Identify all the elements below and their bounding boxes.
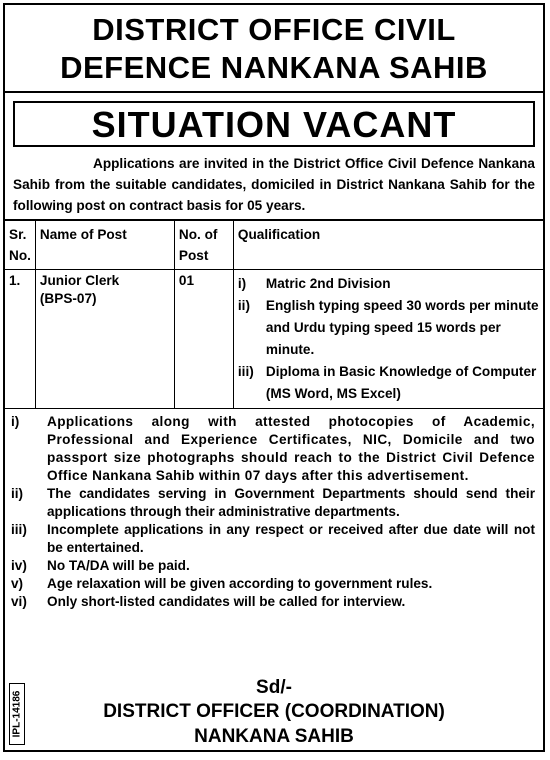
intro-paragraph	[5, 147, 543, 216]
note-num: i)	[11, 414, 20, 429]
row-post	[35, 270, 174, 409]
note-item	[11, 575, 535, 593]
signature-sd: Sd/-	[256, 677, 292, 698]
note-text: Only short-listed candidates will be called for interview.	[47, 594, 406, 609]
post-grade: (BPS-07)	[39, 291, 97, 306]
row-number: 01	[174, 270, 233, 409]
note-text: The candidates serving in Government Departments should send their applications through their administrative departments.	[47, 486, 535, 519]
qualification-item	[238, 361, 539, 405]
qualification-num: i)	[237, 276, 247, 291]
header-qualification: Qualification	[233, 220, 543, 270]
header-line-2: DEFENCE NANKANA SAHIB	[60, 50, 488, 85]
row-sr: 1.	[5, 270, 35, 409]
header-num-line2: Post	[178, 248, 209, 263]
ipl-code: IPL-14186	[11, 690, 23, 738]
intro-text: Applications are invited in the District Office Civil Defence Nankana Sahib from the suitable candidates, domiciled in District Nankana Sahib for the following post on contract basis for 05 years.	[13, 156, 535, 213]
advertisement	[3, 3, 545, 752]
situation-vacant-banner: SITUATION VACANT	[13, 101, 535, 147]
note-item	[11, 485, 535, 521]
note-num: ii)	[11, 486, 24, 501]
qualification-text: Matric 2nd Division	[265, 276, 391, 291]
qualification-text: English typing speed 30 words per minute and Urdu typing speed 15 words per minute.	[265, 298, 539, 357]
qualification-item	[238, 295, 539, 361]
header-sr-line2: No.	[9, 248, 31, 263]
note-item	[11, 413, 535, 485]
note-num: iii)	[11, 522, 27, 537]
note-item	[11, 557, 535, 575]
note-text: Age relaxation will be given according to government rules.	[47, 576, 433, 591]
post-name: Junior Clerk	[39, 273, 120, 288]
header-sr	[5, 220, 35, 270]
signature-title: DISTRICT OFFICER (COORDINATION)	[103, 701, 445, 722]
note-item	[11, 521, 535, 557]
row-qualifications	[233, 270, 543, 409]
posts-table	[5, 219, 543, 409]
qualification-text: Diploma in Basic Knowledge of Computer (MS Word, MS Excel)	[265, 364, 537, 401]
qualification-num: iii)	[237, 364, 254, 379]
header-number	[174, 220, 233, 270]
notes-list	[5, 409, 543, 611]
qualification-num: ii)	[237, 298, 250, 313]
table-row	[5, 270, 543, 409]
qualification-item	[238, 273, 539, 295]
note-text: No TA/DA will be paid.	[47, 558, 190, 573]
signature-location: NANKANA SAHIB	[194, 726, 354, 747]
table-header-row	[5, 220, 543, 270]
office-header	[5, 5, 543, 93]
note-num: vi)	[11, 594, 27, 609]
note-item	[11, 593, 535, 611]
header-line-1: DISTRICT OFFICE CIVIL	[92, 12, 456, 47]
note-text: Incomplete applications in any respect or received after due date will not be entertained.	[47, 522, 535, 555]
header-sr-line1: Sr.	[9, 227, 27, 242]
note-num: v)	[11, 576, 24, 591]
header-name: Name of Post	[35, 220, 174, 270]
note-text: Applications along with attested photocopies of Academic, Professional and Experience Certificates, NIC, Domicile and two passport size photographs should reach to the District Civil Defence Office Nankana Sahib within 07 days after this advertisement.	[47, 414, 535, 483]
note-num: iv)	[11, 558, 27, 573]
signature-block	[5, 677, 543, 749]
header-num-line1: No. of	[178, 227, 218, 242]
